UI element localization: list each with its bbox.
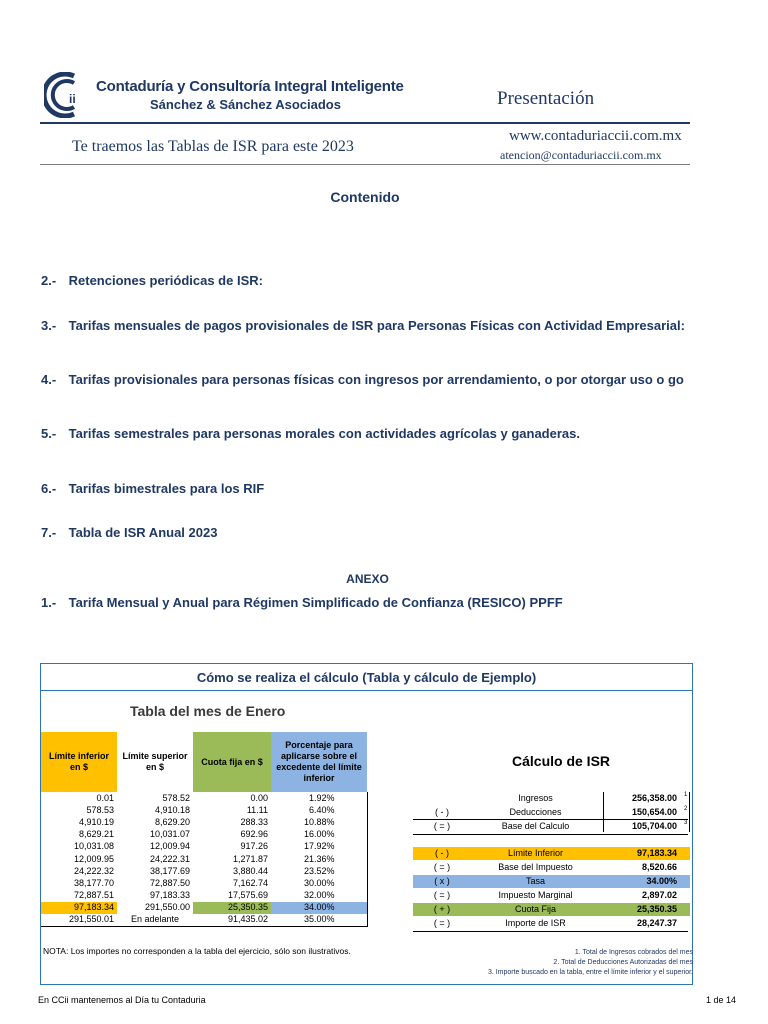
footnote: 1. Total de Ingresos cobrados del mes [574,949,693,956]
table-row: 578.53 4,910.18 11.11 6.40% [41,804,367,816]
table-note: NOTA: Los importes no corresponden a la tabla del ejercicio, sólo son ilustrativos. [43,946,351,956]
toc-item[interactable]: 2.- Retenciones periódicas de ISR: [41,273,263,288]
table-row: 4,910.19 8,629.20 288.33 10.88% [41,816,367,828]
annex-title: ANEXO [346,572,389,586]
table-row: 12,009.95 24,222.31 1,271.87 21.36% [41,853,367,865]
table-row: 72,887.51 97,183.33 17,575.69 32.00% [41,890,367,902]
col-header-percentage: Porcentaje para aplicarse sobre el excedente del límite inferior [271,732,367,792]
calc-bracket [689,792,690,832]
toc-item[interactable]: 5.- Tarifas semestrales para personas morales con actividades agrícolas y ganaderas. [41,426,580,441]
footnote: 3. Importe buscado en la tabla, entre el límite inferior y el superior. [487,969,693,976]
footer-text: En CCii mantenemos al Día tu Contaduria [38,995,206,1005]
toc-item[interactable]: 6.- Tarifas bimestrales para los RIF [41,481,265,496]
ccii-logo [44,72,90,118]
isr-table [41,732,368,927]
table-row: 0.01 578.52 0.00 1.92% [41,792,367,804]
calc-title: Cálculo de ISR [512,753,611,769]
calc-row-tasa: ( x ) Tasa 34.00% [413,875,690,888]
toc-item[interactable]: 4.- Tarifas provisionales para personas físicas con ingresos por arrendamiento, o por otorgar uso o go [41,372,684,387]
col-header-upper-limit: Límite superior en $ [117,732,193,792]
calc-row-ingresos: Ingresos 256,358.00 1 [518,792,688,803]
email-link[interactable]: atencion@contaduriaccii.com.mx [500,148,662,162]
col-header-lower-limit: Límite inferior en $ [41,732,117,792]
table-row-highlighted: 97,183.34 291,550.00 25,350.35 34.00% [41,902,367,914]
calc-row-cuota-fija: ( + ) Cuota Fija 25,350.35 [413,903,690,916]
annex-item[interactable]: 1.- Tarifa Mensual y Anual para Régimen Simplificado de Confianza (RESICO) PPFF [41,595,563,610]
example-title-divider [41,690,692,691]
calc-row-base-calculo: ( = ) Base del Calculo 105,704.00 3 [433,820,688,831]
logo-text: ii [69,92,76,106]
table-row: 10,031.08 12,009.94 917.26 17.92% [41,841,367,853]
calc-row-impuesto-marginal: ( = ) Impuesto Marginal 2,897.02 [433,890,677,900]
header-divider [40,122,690,124]
tagline: Te traemos las Tablas de ISR para este 2023 [72,138,354,155]
toc-item[interactable]: 3.- Tarifas mensuales de pagos provisionales de ISR para Personas Físicas con Actividad Empresarial: [41,318,685,333]
table-title: Tabla del mes de Enero [130,703,286,719]
header-divider-bottom [40,164,690,165]
table-row: 24,222.32 38,177.69 3,880.44 23.52% [41,865,367,877]
brand-name: Contaduría y Consultoría Integral Inteligente [96,78,404,95]
footnote: 2. Total de Deducciones Autorizadas del mes [553,959,693,966]
page-number: 1 de 14 [706,995,737,1005]
table-row: 8,629.21 10,031.07 692.96 16.00% [41,829,367,841]
calc-row-limite-inferior: ( - ) Límite Inferior 97,183.34 [413,847,690,860]
table-row: 291,550.01 En adelante 91,435.02 35.00% [41,914,367,927]
website-link[interactable]: www.contaduriaccii.com.mx [509,128,682,144]
calc-row-deducciones: ( - ) Deducciones 150,654.00 2 [435,806,688,817]
toc-item[interactable]: 7.- Tabla de ISR Anual 2023 [41,525,218,540]
section-title: Presentación [497,88,595,109]
calc-row-importe-isr: ( = ) Importe de ISR 28,247.37 [433,918,677,928]
col-header-fixed-fee: Cuota fija en $ [193,732,271,792]
example-title: Cómo se realiza el cálculo (Tabla y cálculo de Ejemplo) [196,670,537,685]
contents-title: Contenido [330,189,400,205]
brand-subtitle: Sánchez & Sánchez Asociados [150,97,341,112]
calc-row-base-impuesto: ( = ) Base del Impuesto 8,520.66 [433,862,677,872]
table-row: 38,177.70 72,887.50 7,162.74 30.00% [41,877,367,889]
